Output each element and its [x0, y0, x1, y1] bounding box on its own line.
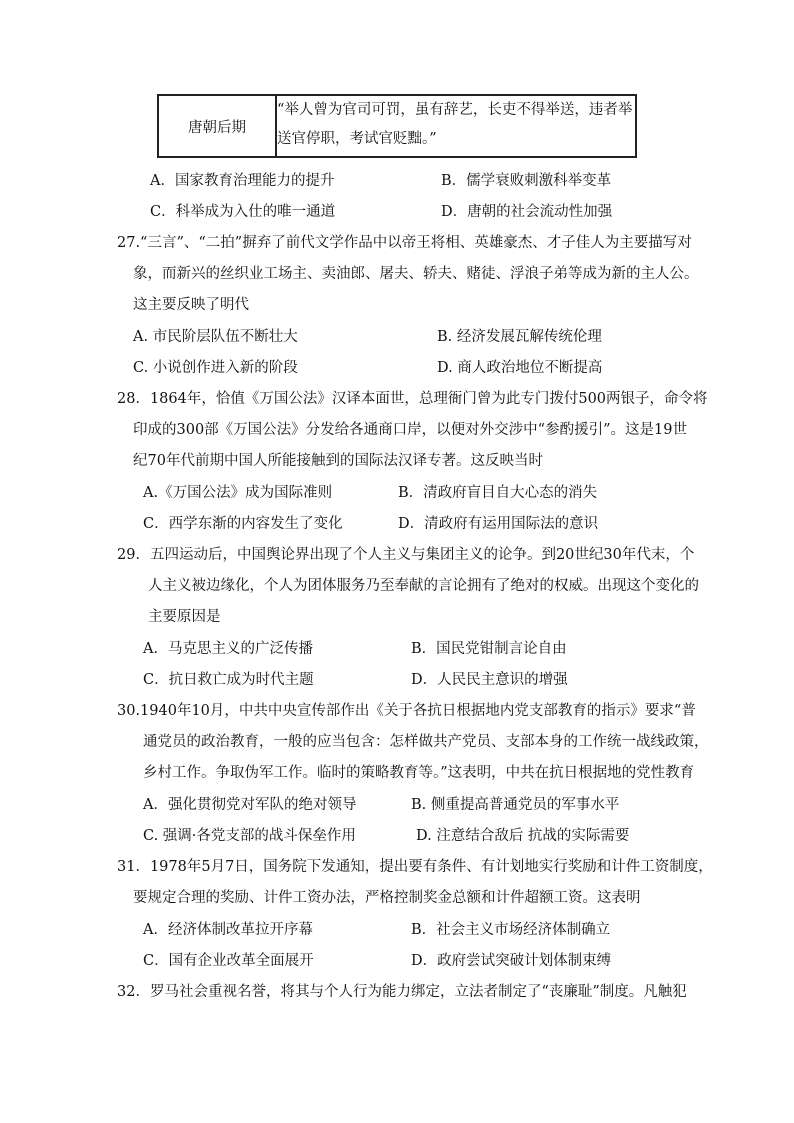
q28-option-d: D．清政府有运用国际法的意识: [398, 516, 599, 532]
q29-stem-line: 主要原因是: [148, 609, 221, 625]
q30-stem-line: 乡村工作。争取伪军工作。临时的策略教育等。”这表明，中共在抗日根据地的党性教育: [143, 765, 695, 781]
table-quote-line: “举人曾为官司可罚，虽有辞艺，长吏不得举送，违者举: [277, 102, 633, 118]
table-quote-line: 送官停职，考试官贬黜。”: [277, 131, 437, 147]
q27-option-b: B. 经济发展瓦解传统伦理: [437, 329, 602, 345]
table-quote-cell: [276, 95, 636, 157]
table-period-cell: 唐朝后期: [158, 95, 276, 157]
q26-option-a: A．国家教育治理能力的提升: [150, 173, 335, 189]
q29-option-a: A．马克思主义的广泛传播: [143, 641, 313, 657]
q29-option-d: D．人民民主意识的增强: [411, 672, 568, 688]
q28-stem-line: 纪70年代前期中国人所能接触到的国际法汉译专著。这反映当时: [133, 453, 543, 469]
q30-stem-line: 30.1940年10月，中共中央宣传部作出《关于各抗日根据地内党支部教育的指示》要求“普: [117, 703, 696, 719]
q32-stem-line: 32．罗马社会重视名誉，将其与个人行为能力绑定，立法者制定了“丧廉耻”制度。凡触犯: [117, 984, 687, 1000]
q30-option-b: B. 侧重提高普通党员的军事水平: [411, 797, 620, 813]
q26-option-c: C．科举成为入仕的唯一通道: [150, 204, 336, 220]
q28-stem-line: 28．1864年，恰值《万国公法》汉译本面世，总理衙门曾为此专门拨付500两银子，命令将: [117, 391, 708, 407]
q26-option-d: D．唐朝的社会流动性加强: [441, 204, 613, 220]
q27-stem-line: 这主要反映了明代: [133, 297, 249, 313]
q29-option-c: C．抗日救亡成为时代主题: [143, 672, 314, 688]
q26-option-b: B．儒学衰败刺激科举变革: [441, 173, 612, 189]
q30-stem-line: 通党员的政治教育，一般的应当包含：怎样做共产党员、支部本身的工作统一战线政策，: [143, 734, 709, 750]
q29-option-b: B．国民党钳制言论自由: [411, 641, 567, 657]
q28-option-b: B．清政府盲目自大心态的消失: [398, 485, 598, 501]
q28-option-c: C．西学东渐的内容发生了变化: [143, 516, 343, 532]
q29-stem-line: 29．五四运动后，中国舆论界出现了个人主义与集团主义的论争。到20世纪30年代末，个: [117, 547, 695, 563]
q31-option-b: B．社会主义市场经济体制确立: [411, 922, 611, 938]
q31-stem-line: 31．1978年5月7日，国务院下发通知，提出要有条件、有计划地实行奖励和计件工资制度，: [117, 859, 713, 875]
q27-option-d: D. 商人政治地位不断提高: [437, 360, 603, 376]
q31-stem-line: 要规定合理的奖励、计件工资办法，严格控制奖金总额和计件超额工资。这表明: [133, 890, 641, 906]
tang-dynasty-table: [157, 94, 637, 158]
q31-option-d: D．政府尝试突破计划体制束缚: [411, 953, 612, 969]
q27-stem-line: 27.“三言”、“二拍”摒弃了前代文学作品中以帝王将相、英雄豪杰、才子佳人为主要描写对: [117, 235, 692, 251]
q27-option-a: A. 市民阶层队伍不断壮大: [133, 329, 298, 345]
q31-option-c: C．国有企业改革全面展开: [143, 953, 314, 969]
q28-stem-line: 印成的300部《万国公法》分发给各通商口岸，以便对外交涉中“参酌援引”。这是19世: [133, 422, 687, 438]
q27-option-c: C. 小说创作进入新的阶段: [133, 360, 298, 376]
q28-option-a: A.《万国公法》成为国际准则: [143, 485, 333, 501]
q31-option-a: A．经济体制改革拉开序幕: [143, 922, 313, 938]
q30-option-a: A．强化贯彻党对军队的绝对领导: [143, 797, 357, 813]
q27-stem-line: 象，而新兴的丝织业工场主、卖油郎、屠夫、轿夫、赌徒、浮浪子弟等成为新的主人公。: [133, 266, 699, 282]
q30-option-d: D. 注意结合敌后 抗战的实际需要: [416, 828, 630, 844]
q29-stem-line: 人主义被边缘化，个人为团体服务乃至奉献的言论拥有了绝对的权威。出现这个变化的: [148, 578, 699, 594]
q30-option-c: C. 强调·各党支部的战斗保垒作用: [143, 828, 356, 844]
